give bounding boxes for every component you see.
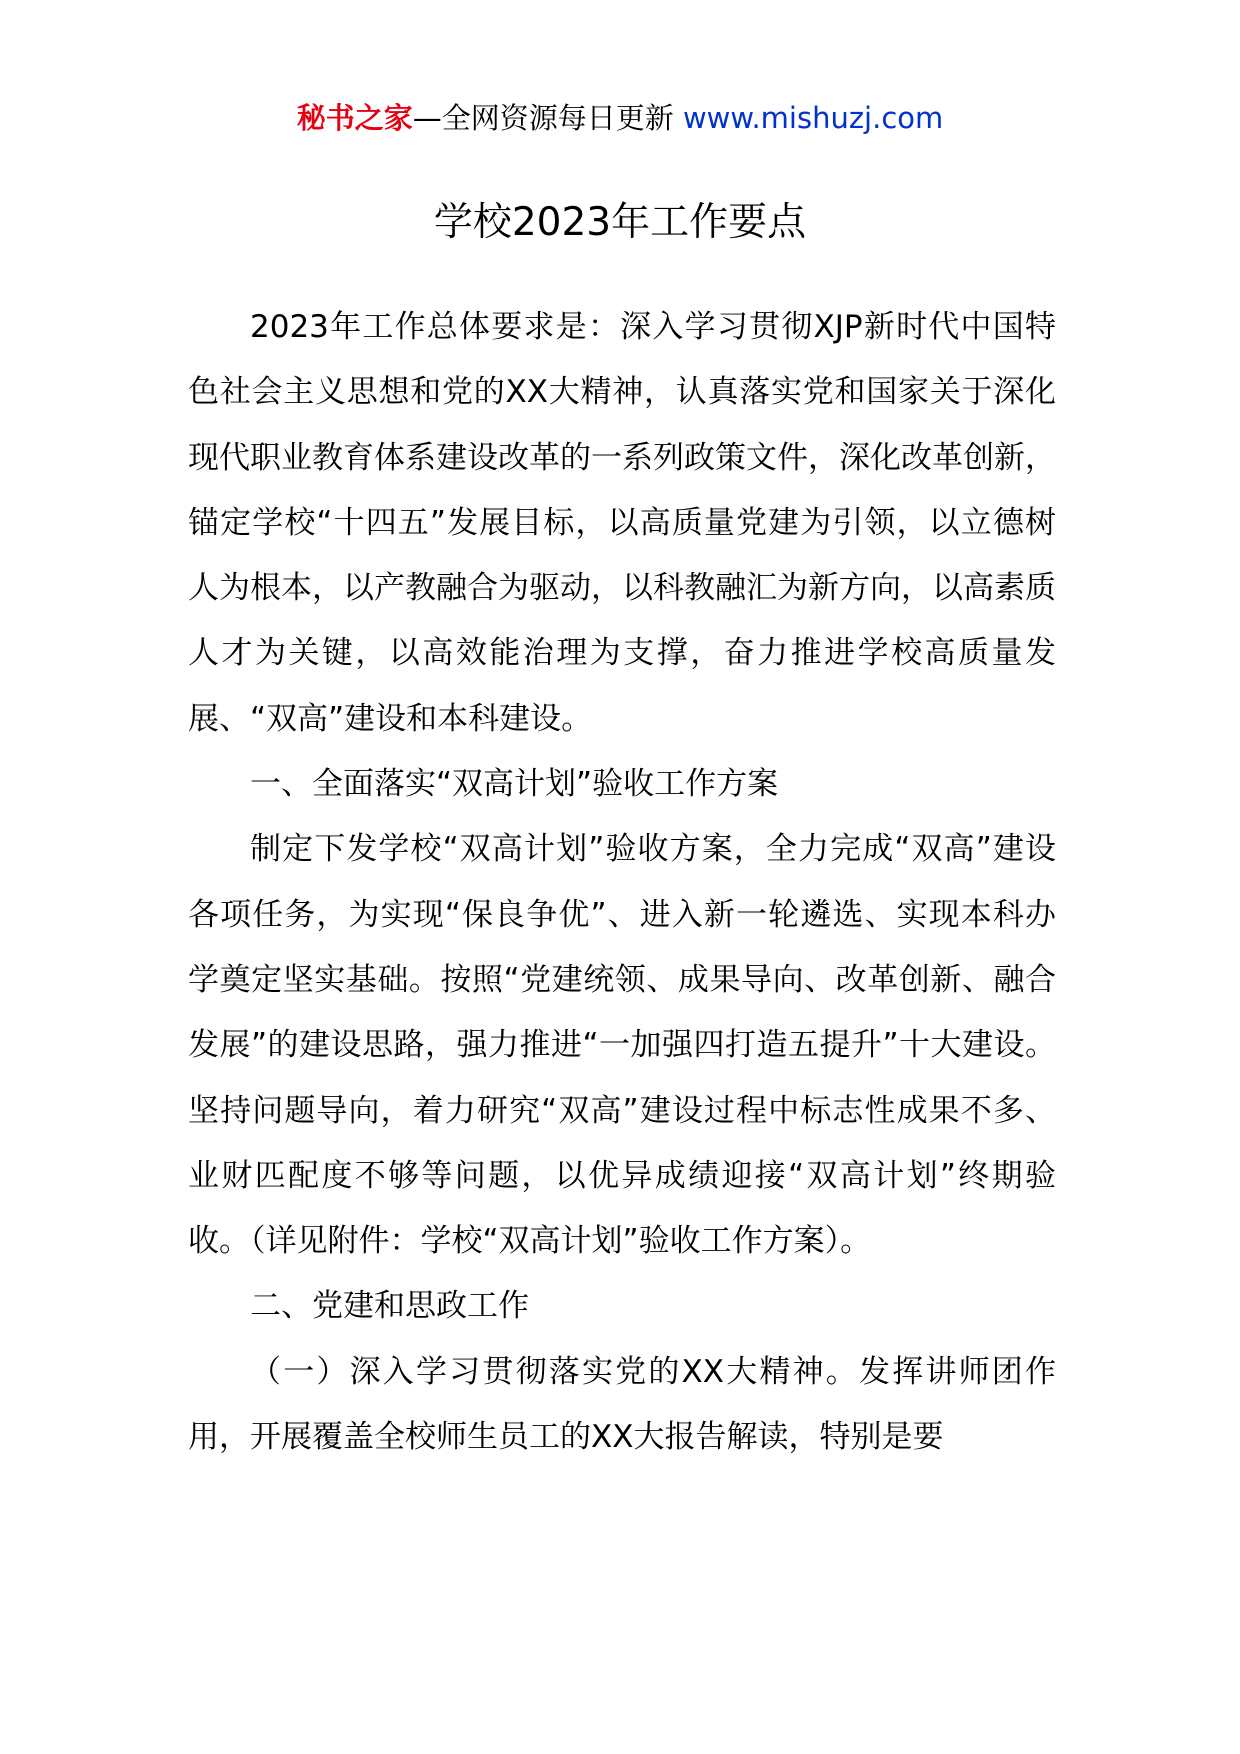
document-title: 学校2023年工作要点 — [433, 200, 807, 245]
site-header — [0, 98, 1240, 138]
paragraph-section-2-item-1: （一）深入学习贯彻落实党的XX大精神。发挥讲师团作用，开展覆盖全校师生员工的XX大报告解读，特别是要 — [188, 1353, 1056, 1456]
section-heading-1: 一、全面落实“双高计划”验收工作方案 — [250, 766, 779, 803]
section-heading-2: 二、党建和思政工作 — [250, 1288, 529, 1325]
paragraph-section-1: 制定下发学校“双高计划”验收方案，全力完成“双高”建设各项任务，为实现“保良争优”、进入新一轮遴选、实现本科办学奠定坚实基础。按照“党建统领、成果导向、改革创新、融合发展”的建设思路，强力推进“一加强四打造五提升”十大建设。坚持问题导向，着力研究“双高”建设过程中标志性成果不多、业财匹配度不够等问题，以优异成绩迎接“双高计划”终期验收。（详见附件：学校“双高计划”验收工作方案）。 — [188, 831, 1056, 1260]
site-brand: 秘书之家 — [296, 101, 413, 135]
site-tagline: —全网资源每日更新 — [412, 101, 674, 135]
paragraph-general-requirements: 2023年工作总体要求是：深入学习贯彻XJP新时代中国特色社会主义思想和党的XX大精神，认真落实党和国家关于深化现代职业教育体系建设改革的一系列政策文件，深化改革创新，锚定学校“十四五”发展目标，以高质量党建为引领，以立德树人为根本，以产教融合为驱动，以科教融汇为新方向，以高素质人才为关键，以高效能治理为支撑，奋力推进学校高质量发展、“双高”建设和本科建设。 — [188, 309, 1056, 737]
site-url-link[interactable]: www.mishuzj.com — [682, 101, 944, 135]
document-body — [188, 295, 1056, 1470]
